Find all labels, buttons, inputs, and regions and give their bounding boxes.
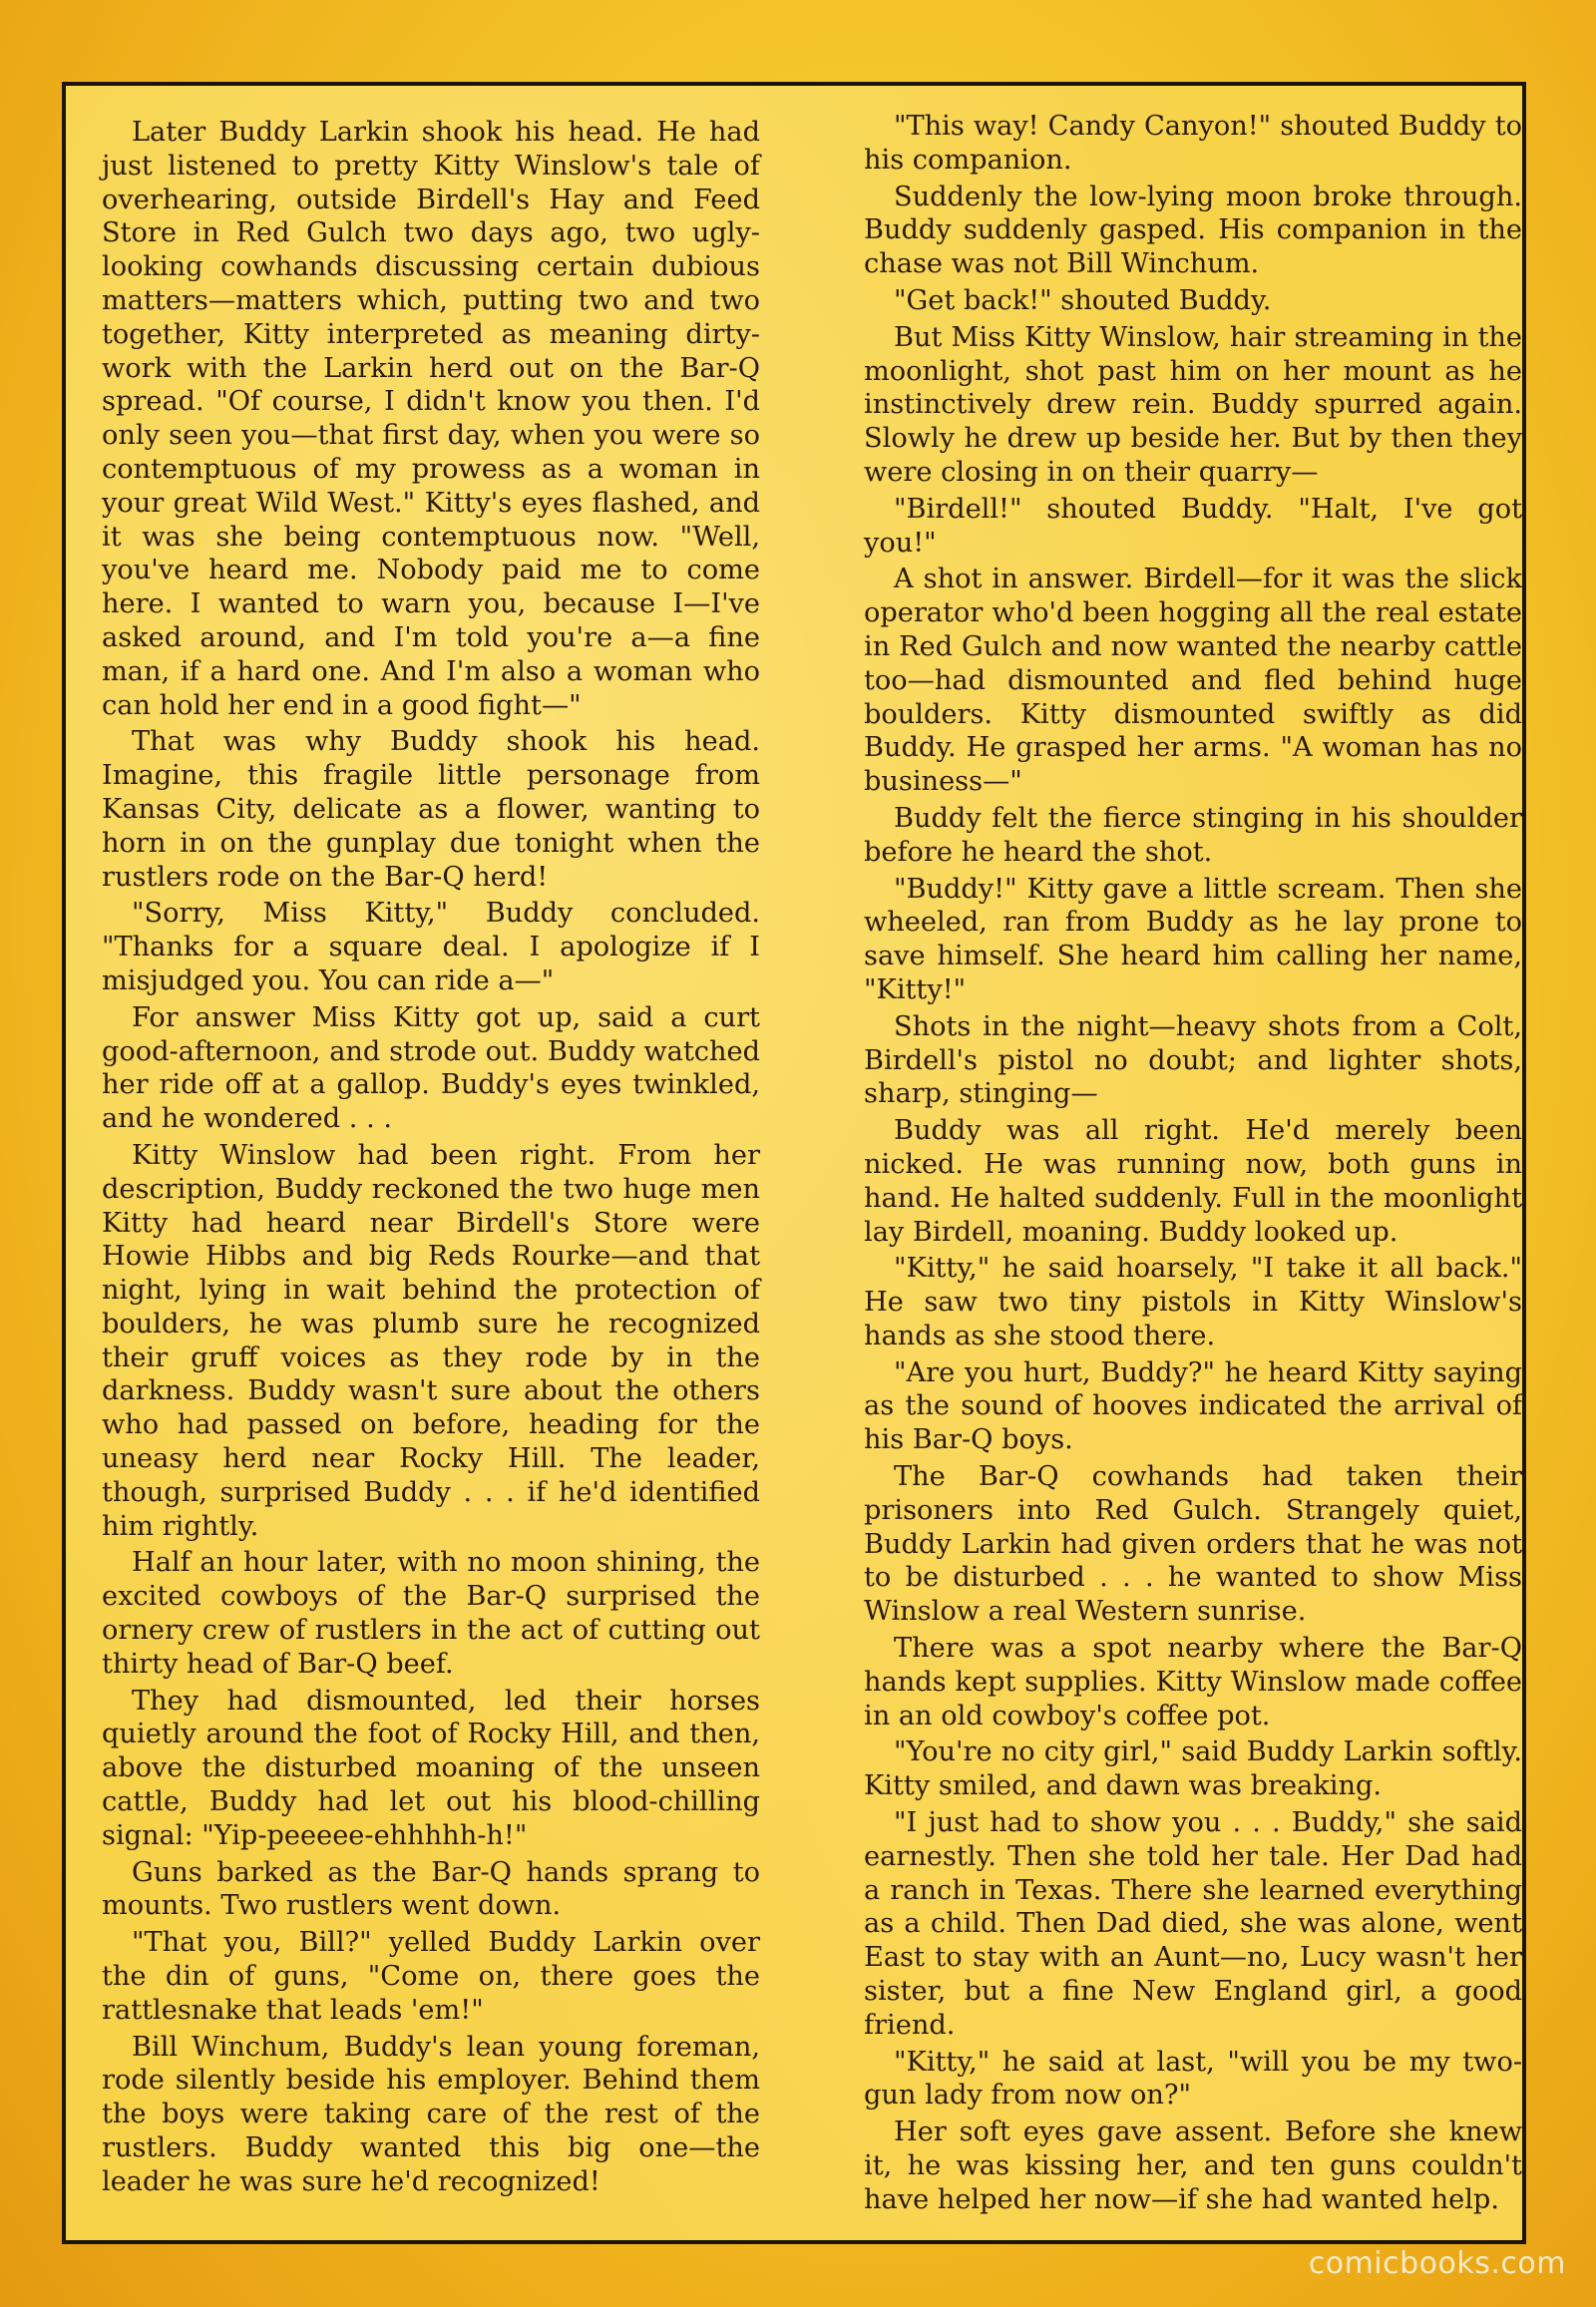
- paragraph: The Bar-Q cowhands had taken their prisoners into Red Gulch. Strangely quiet, Buddy Larkin had given orders that he was not to be disturbed . . . he wanted to show Miss Winslow a real Western sunrise.: [864, 1461, 1522, 1628]
- paragraph: There was a spot nearby where the Bar-Q hands kept supplies. Kitty Winslow made coffee in an old cowboy's coffee pot.: [864, 1633, 1522, 1731]
- paragraph: Buddy felt the fierce stinging in his shoulder before he heard the shot.: [864, 802, 1522, 868]
- paragraph: "Birdell!" shouted Buddy. "Halt, I've got you!": [864, 493, 1522, 559]
- paragraph: "I just had to show you . . . Buddy," she said earnestly. Then she told her tale. Her Dad had a ranch in Texas. There she learned everything as a child. Then Dad died, she was alone, went East to stay with an Aunt—no, Lucy wasn't her sister, but a fine New England girl, a good friend.: [864, 1807, 1522, 2041]
- paragraph: "Buddy!" Kitty gave a little scream. Then she wheeled, ran from Buddy as he lay prone to save himself. She heard him calling her name, "Kitty!": [864, 873, 1522, 1005]
- paragraph: Half an hour later, with no moon shining, the excited cowboys of the Bar-Q surprised the ornery crew of rustlers in the act of cutting out thirty head of Bar-Q beef.: [102, 1547, 760, 1680]
- paragraph: They had dismounted, led their horses quietly around the foot of Rocky Hill, and then, above the disturbed moaning of the unseen cattle, Buddy had let out his blood-chilling signal: "Yip-peeeee-ehhhhh-h!": [102, 1685, 760, 1851]
- paragraph: "Kitty," he said at last, "will you be my two-gun lady from now on?": [864, 2046, 1522, 2112]
- paragraph: "That you, Bill?" yelled Buddy Larkin over the din of guns, "Come on, there goes the rattlesnake that leads 'em!": [102, 1927, 760, 2026]
- text-page-frame: [62, 82, 1526, 2244]
- site-watermark: comicbooks.com: [1308, 2246, 1566, 2281]
- paragraph: That was why Buddy shook his head. Imagine, this fragile little personage from Kansas City, delicate as a flower, wanting to horn in on the gunplay due tonight when the rustlers rode on the Bar-Q herd!: [102, 726, 760, 893]
- paragraph: Kitty Winslow had been right. From her description, Buddy reckoned the two huge men Kitty had heard near Birdell's Store were Howie Hibbs and big Reds Rourke—and that night, lying in wait behind the protection of boulders, he was plumb sure he recognized their gruff voices as they rode by in the darkness. Buddy wasn't sure about the others who had passed on before, heading for the uneasy herd near Rocky Hill. The leader, though, surprised Buddy . . . if he'd identified him rightly.: [102, 1139, 760, 1542]
- paragraph: Bill Winchum, Buddy's lean young foreman, rode silently beside his employer. Behind them the boys were taking care of the rest of the rustlers. Buddy wanted this big one—the leader he was sure he'd recognized!: [102, 2031, 760, 2197]
- paragraph: "Sorry, Miss Kitty," Buddy concluded. "Thanks for a square deal. I apologize if I misjudged you. You can ride a—": [102, 898, 760, 996]
- paragraph: Suddenly the low-lying moon broke through. Buddy suddenly gasped. His companion in the chase was not Bill Winchum.: [864, 181, 1522, 280]
- paragraph: Buddy was all right. He'd merely been nicked. He was running now, both guns in hand. He halted suddenly. Full in the moonlight lay Birdell, moaning. Buddy looked up.: [864, 1115, 1522, 1248]
- paragraph: But Miss Kitty Winslow, hair streaming in the moonlight, shot past him on her mount as he instinctively drew rein. Buddy spurred again. Slowly he drew up beside her. But by then they were closing in on their quarry—: [864, 321, 1522, 488]
- paragraph: "You're no city girl," said Buddy Larkin softly. Kitty smiled, and dawn was breaking.: [864, 1736, 1522, 1802]
- paragraph: "Are you hurt, Buddy?" he heard Kitty saying as the sound of hooves indicated the arrival of his Bar-Q boys.: [864, 1356, 1522, 1456]
- paragraph: A shot in answer. Birdell—for it was the slick operator who'd been hogging all the real estate in Red Gulch and now wanted the nearby cattle too—had dismounted and fled behind huge boulders. Kitty dismounted swiftly as did Buddy. He grasped her arms. "A woman has no business—": [864, 564, 1522, 798]
- right-text-column: [864, 110, 1522, 2217]
- paragraph: For answer Miss Kitty got up, said a curt good-afternoon, and strode out. Buddy watched her ride off at a gallop. Buddy's eyes twinkled, and he wondered . . .: [102, 1001, 760, 1135]
- left-text-column: [102, 116, 760, 2199]
- paragraph: Later Buddy Larkin shook his head. He had just listened to pretty Kitty Winslow's tale of overhearing, outside Birdell's Hay and Feed Store in Red Gulch two days ago, two ugly-looking cowhands discussing certain dubious matters—matters which, putting two and two together, Kitty interpreted as meaning dirty-work with the Larkin herd out on the Bar-Q spread. "Of course, I didn't know you then. I'd only seen you—that first day, when you were so contemptuous of my prowess as a woman in your great Wild West." Kitty's eyes flashed, and it was she being contemptuous now. "Well, you've heard me. Nobody paid me to come here. I wanted to warn you, because I—I've asked around, and I'm told you're a—a fine man, if a hard one. And I'm also a woman who can hold her end in a good fight—": [102, 117, 760, 721]
- paragraph: Shots in the night—heavy shots from a Colt, Birdell's pistol no doubt; and lighter shots, sharp, stinging—: [864, 1010, 1522, 1110]
- paragraph: Her soft eyes gave assent. Before she knew it, he was kissing her, and ten guns couldn't have helped her now—if she had wanted help.: [864, 2116, 1522, 2215]
- paragraph: Guns barked as the Bar-Q hands sprang to mounts. Two rustlers went down.: [102, 1856, 760, 1922]
- paragraph: "This way! Candy Canyon!" shouted Buddy to his companion.: [864, 111, 1522, 176]
- paragraph: "Get back!" shouted Buddy.: [894, 284, 1272, 316]
- paragraph: "Kitty," he said hoarsely, "I take it all back." He saw two tiny pistols in Kitty Winslow's hands as she stood there.: [864, 1253, 1522, 1351]
